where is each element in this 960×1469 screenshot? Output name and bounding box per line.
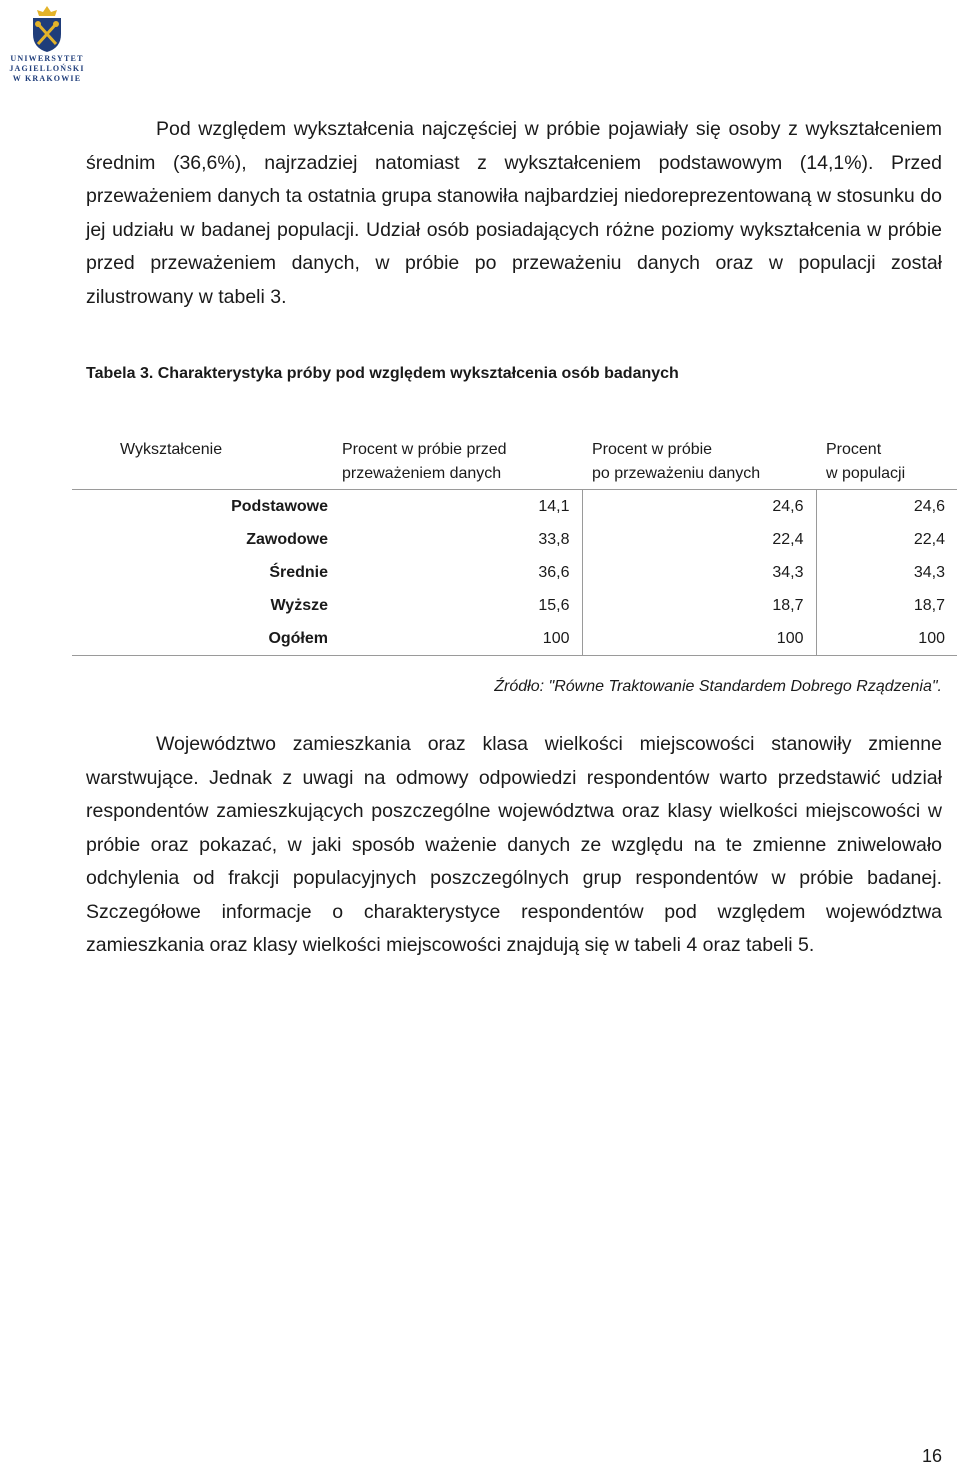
header-line: po przeważeniu danych xyxy=(592,465,761,482)
header-line: Procent w próbie xyxy=(592,441,713,458)
header-population xyxy=(816,436,957,490)
cell-population: 22,4 xyxy=(913,530,945,548)
logo-line-1: UNIWERSYTET xyxy=(10,54,84,63)
header-line: Wykształcenie xyxy=(120,441,223,458)
row-label: Podstawowe xyxy=(231,497,328,515)
header-before-weighting xyxy=(336,436,582,490)
cell-population: 34,3 xyxy=(913,563,945,581)
table-source: Źródło: "Równe Traktowanie Standardem Dobrego Rządzenia". xyxy=(494,678,942,695)
table-row xyxy=(72,490,957,524)
paragraph-text: Pod względem wykształcenia najczęściej w próbie pojawiały się osoby z wykształceniem średnim (36,6%), najrzadziej natomiast z wykształceniem podstawowym (14,1%). Przed przeważeniem danych ta ostatnia grupa stanowiła najbardziej niedoreprezentowaną w stosunku do jej udziału w badanej populacji. Udział osób posiadających różne poziomy wykształcenia w próbie przed przeważeniem danych, w próbie po przeważeniu danych oraz w populacji został zilustrowany w tabeli 3. xyxy=(86,118,942,308)
row-label: Zawodowe xyxy=(246,530,328,548)
paragraph-stratification xyxy=(86,728,942,963)
header-line: przeważeniem danych xyxy=(342,465,502,482)
cell-before: 36,6 xyxy=(538,563,570,581)
logo-line-2: JAGIELLOŃSKI xyxy=(9,64,85,73)
header-line: Procent xyxy=(826,441,882,458)
cell-before: 100 xyxy=(336,622,582,656)
cell-population: 100 xyxy=(816,622,957,656)
header-line: w populacji xyxy=(826,465,906,482)
cell-population: 18,7 xyxy=(913,596,945,614)
table-caption xyxy=(86,365,679,383)
cell-before: 15,6 xyxy=(538,596,570,614)
table-caption-label: Tabela 3. xyxy=(86,365,154,382)
cell-after: 100 xyxy=(582,622,816,656)
row-label: Wyższe xyxy=(270,596,328,614)
header-after-weighting xyxy=(582,436,816,490)
table-header-row xyxy=(72,436,957,490)
cell-after: 24,6 xyxy=(582,490,816,524)
logo-line-3: W KRAKOWIE xyxy=(12,74,82,83)
page-number: 16 xyxy=(921,1446,942,1466)
cell-after: 22,4 xyxy=(582,523,816,556)
cell-after: 18,7 xyxy=(582,589,816,622)
cell-after: 34,3 xyxy=(582,556,816,589)
row-label: Ogółem xyxy=(72,622,336,656)
row-label: Średnie xyxy=(269,563,328,581)
university-logo xyxy=(6,4,88,90)
paragraph-text: Województwo zamieszkania oraz klasa wielkości miejscowości stanowiły zmienne warstwujące. Jednak z uwagi na odmowy odpowiedzi respondentów warto przedstawić udział respondentów zamieszkujących poszczególne województwa oraz klasy wielkości miejscowości w próbie oraz pokazać, w jaki sposób ważenie danych ze względu na te zmienne zniwelowało odchylenia od frakcji populacyjnych poszczególnych grup respondentów w próbie badanej. Szczegółowe informacje o charakterystyce respondentów pod względem województwa zamieszkania oraz klasy wielkości miejscowości znajdują się w tabeli 4 oraz tabeli 5. xyxy=(86,733,942,956)
crest-icon xyxy=(27,4,67,54)
table-row xyxy=(72,589,957,622)
table-row xyxy=(72,523,957,556)
cell-before: 14,1 xyxy=(538,497,570,515)
cell-before: 33,8 xyxy=(538,530,570,548)
table-row xyxy=(72,556,957,589)
paragraph-education xyxy=(86,113,942,314)
header-education xyxy=(72,436,336,490)
table-row-total xyxy=(72,622,957,656)
table-caption-text: Charakterystyka próby pod względem wykształcenia osób badanych xyxy=(157,365,679,382)
header-line: Procent w próbie przed xyxy=(342,441,507,458)
cell-population: 24,6 xyxy=(913,497,945,515)
education-table xyxy=(72,436,957,656)
